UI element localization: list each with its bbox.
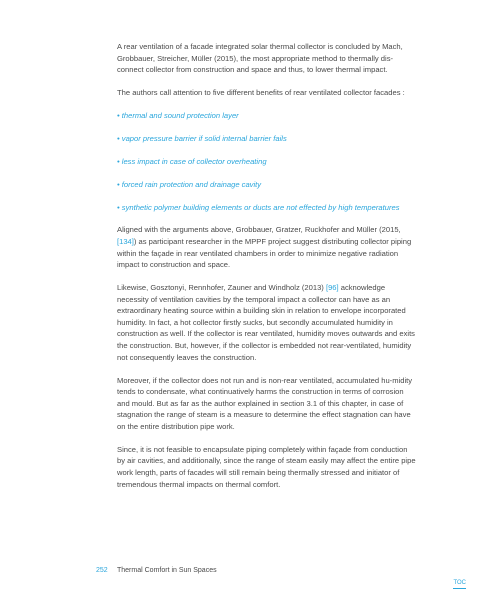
page-footer [0,567,486,579]
paragraph-condensation: Moreover, if the collector does not run and is non-rear ventilated, accumulated hu-midity tends to condensate, what continuatively harms the construction in terms of corrosion and mould. But as far as the author explained in section 3.1 of this chapter, in case of stagnation the range of steam is a measure to determine the effect stagnation can have on the entire distribution pipe work. [117,375,413,431]
benefit-item-3: • less impact in case of collector overheating [117,156,267,166]
citation-link-134[interactable]: [134] [117,237,134,247]
benefit-item-2: • vapor pressure barrier if solid internal barrier fails [117,133,287,143]
paragraph-gosztonyi [117,282,417,363]
running-title: Thermal Comfort in Sun Spaces [117,567,217,574]
paragraph-conclusion: Since, it is not feasible to encapsulate piping completely within façade from conduction by air cavities, and additionally, since the range of steam easily may affect the entire pipe work length, parts of facades will still remain being thermally stressed and initiator of tremendous thermal impacts on thermal comfort. [117,444,416,489]
toc-link[interactable]: TOC [453,579,466,589]
paragraph-grobbauer [117,224,417,270]
paragraph-benefits-lead: The authors call attention to five different benefits of rear ventilated collector facades : [117,88,405,98]
citation-link-96[interactable]: [96] [325,283,339,293]
paragraph-gosztonyi-text-b: acknowledge necessity of ventilation cavities by the temporal impact a collector can have as an extraordinary heating source within a building skin in relation to envelope incorporated humidity. In fact, a hot collector firstly sucks, but secondly accumulated humidity in construction as well. If the collector is rear ventilated, humidity moves outwards and exits the construction. But, however, if the collector is embedded not rear-ventilated, humidity not consequently leaves the construction. [117,283,415,362]
body-text [117,41,417,501]
paragraph-grobbauer-text-b: ) as participant researcher in the MPPF project suggest distributing collector piping within the façade in rear ventilated chambers in order to minimize negative radiation impact to construction and space. [117,237,412,270]
paragraph-gosztonyi-text-a: Likewise, Gosztonyi, Rennhofer, Zauner and Windholz (2013) [117,283,326,293]
page-number: 252 [96,567,108,574]
paragraph-grobbauer-text-a: Aligned with the arguments above, Grobbauer, Gratzer, Ruckhofer and Müller (2015, [117,225,401,235]
benefit-item-1: • thermal and sound protection layer [117,110,239,120]
benefit-item-5: • synthetic polymer building elements or ducts are not effected by high temperatures [117,202,400,212]
paragraph-intro: A rear ventilation of a facade integrated solar thermal collector is concluded by Mach, Grobbauer, Streicher, Müller (2015), the most appropriate method to thermally dis-connect collector from construction and space and thus, to lower thermal impact. [117,42,403,75]
benefit-item-4: • forced rain protection and drainage cavity [117,179,262,189]
